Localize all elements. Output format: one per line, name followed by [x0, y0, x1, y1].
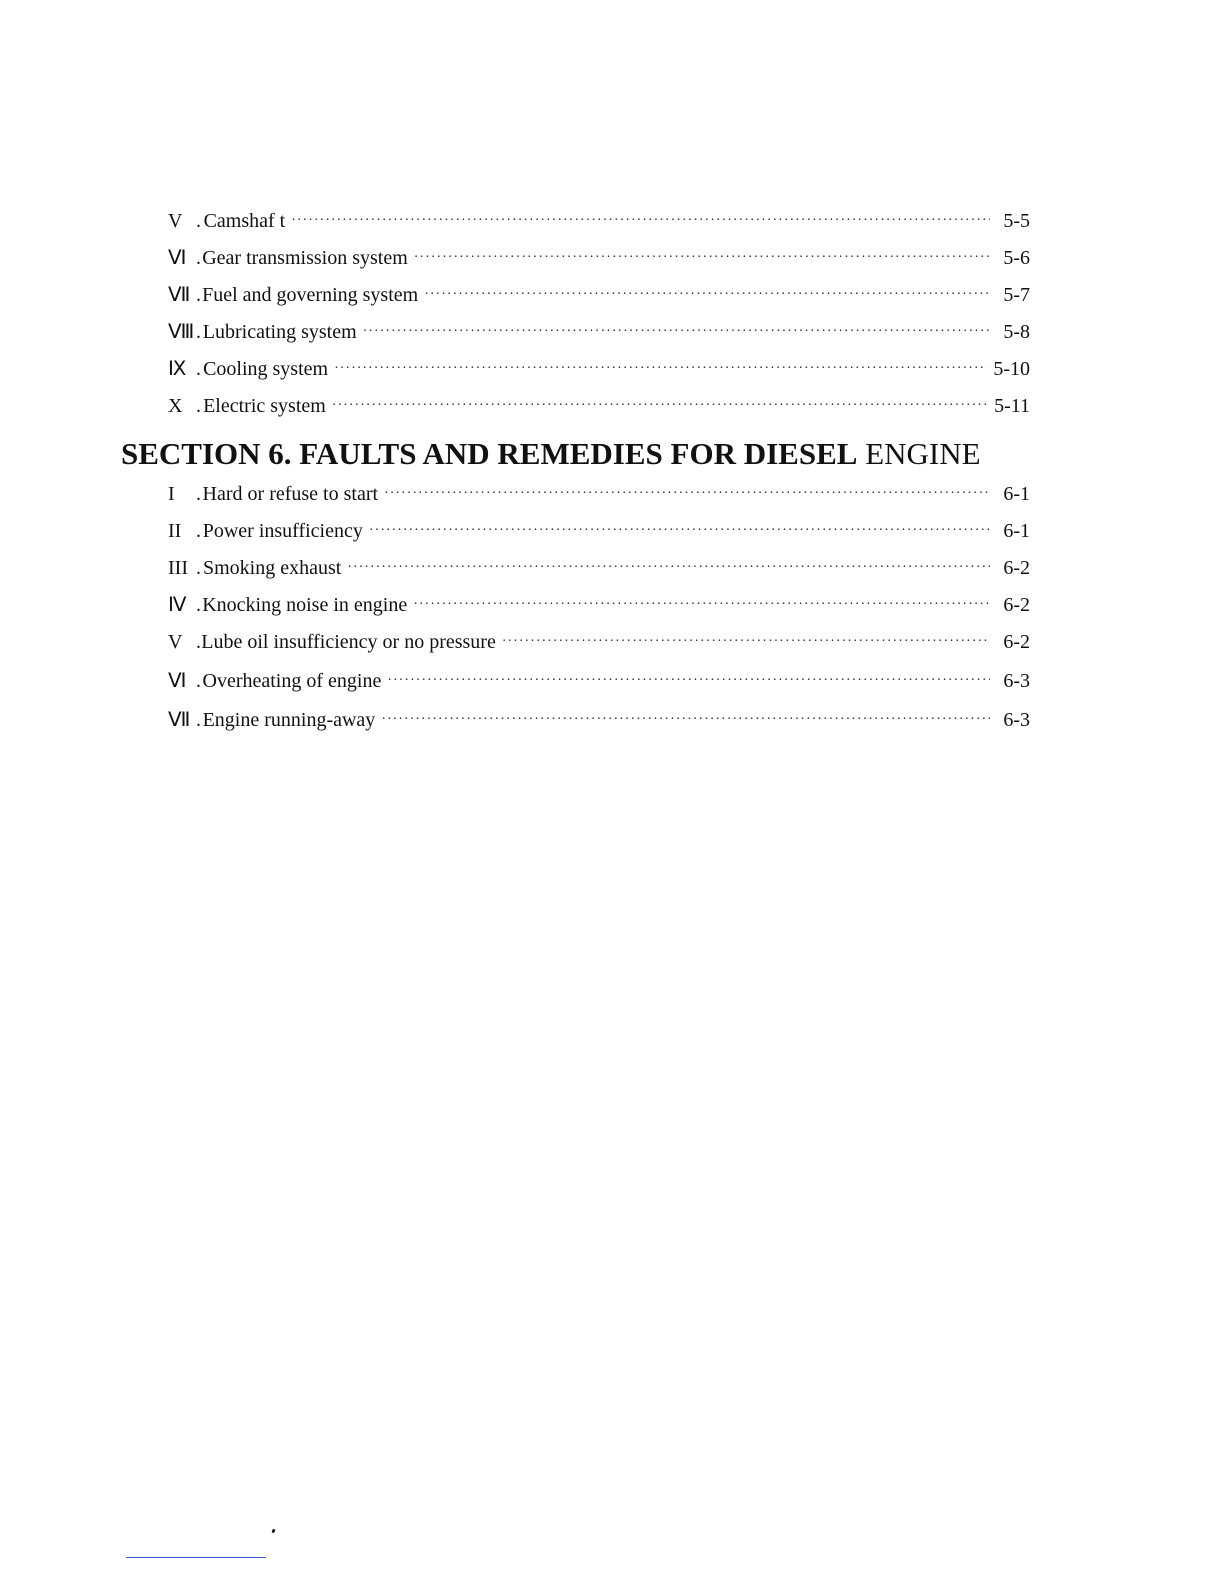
dot-leader	[381, 701, 990, 738]
entry-label: Power insufficiency	[202, 520, 363, 542]
dot-leader	[413, 586, 990, 623]
dot-leader	[502, 623, 990, 660]
dot-leader	[347, 549, 990, 586]
toc-entry-electric: X . Electric system ····· 5-11	[168, 388, 1030, 425]
scan-speck-mark	[271, 1529, 276, 1534]
entry-label: Gear transmission system	[202, 247, 408, 269]
entry-label: Hard or refuse to start	[202, 483, 379, 505]
toc-entry-running-away: Ⅶ . Engine running-away ····· 6-3	[168, 702, 1030, 739]
entry-page: 6-3	[1003, 670, 1030, 692]
entry-page: 6-1	[1003, 483, 1030, 505]
section5-toc-list	[168, 203, 1030, 425]
toc-entry-smoking-exhaust: III . Smoking exhaust ····· 6-2	[168, 550, 1030, 587]
entry-page: 5-8	[1003, 321, 1030, 343]
toc-entry-lubricating: Ⅷ . Lubricating system ····· 5-8	[168, 314, 1030, 351]
entry-label: Smoking exhaust	[202, 557, 342, 579]
dot-leader	[424, 276, 990, 313]
toc-entry-lube-oil: V . Lube oil insufficiency or no pressure ····· 6-2	[168, 624, 1030, 661]
entry-numeral: X	[168, 395, 183, 417]
entry-page: 5-7	[1003, 284, 1030, 306]
entry-page: 6-2	[1003, 557, 1030, 579]
entry-label: Camshaf t	[203, 210, 286, 232]
dot-leader	[334, 350, 987, 387]
dot-leader	[332, 387, 988, 424]
entry-label: Engine running-away	[202, 709, 376, 731]
entry-label: Electric system	[203, 395, 326, 417]
entry-page: 5-6	[1003, 247, 1030, 269]
entry-page: 5-5	[1003, 210, 1030, 232]
entry-numeral: Ⅸ	[168, 358, 187, 380]
entry-numeral: Ⅷ	[168, 321, 195, 343]
dot-leader	[363, 313, 990, 350]
toc-entry-gear-transmission: Ⅵ . Gear transmission system ····· 5-6	[168, 240, 1030, 277]
entry-numeral: Ⅵ	[168, 670, 187, 692]
entry-page: 5-10	[993, 358, 1030, 380]
section-6-heading-plain: ENGINE	[865, 436, 981, 471]
toc-entry-fuel-governing: Ⅶ . Fuel and governing system ····· 5-7	[168, 277, 1030, 314]
entry-page: 5-11	[994, 395, 1030, 417]
dot-leader	[369, 512, 990, 549]
dot-leader	[291, 202, 990, 239]
footer-rule	[126, 1557, 266, 1558]
entry-numeral: Ⅵ	[168, 247, 187, 269]
entry-numeral: V	[168, 210, 183, 232]
entry-numeral: III	[168, 557, 188, 579]
entry-numeral: I	[168, 483, 175, 505]
entry-label: Cooling system	[203, 358, 329, 380]
entry-numeral: II	[168, 520, 182, 542]
toc-entry-knocking-noise: Ⅳ . Knocking noise in engine ····· 6-2	[168, 587, 1030, 624]
entry-page: 6-2	[1003, 594, 1030, 616]
dot-leader	[384, 475, 990, 512]
toc-entry-cooling: Ⅸ . Cooling system ····· 5-10	[168, 351, 1030, 388]
entry-label: Overheating of engine	[202, 670, 382, 692]
entry-label: Lube oil insufficiency or no pressure	[201, 631, 496, 653]
toc-entry-power-insufficiency: II . Power insufficiency ····· 6-1	[168, 513, 1030, 550]
toc-entry-hard-start: I . Hard or refuse to start ····· 6-1	[168, 476, 1030, 513]
toc-entry-overheating: Ⅵ . Overheating of engine ····· 6-3	[168, 661, 1030, 702]
dot-leader	[414, 239, 990, 276]
section-6-heading	[121, 434, 981, 474]
entry-numeral: Ⅶ	[168, 709, 191, 731]
entry-label: Fuel and governing system	[202, 284, 419, 306]
entry-page: 6-3	[1003, 709, 1030, 731]
section-6-heading-bold: SECTION 6. FAULTS AND REMEDIES FOR DIESEL	[121, 436, 858, 471]
entry-numeral: V	[168, 631, 183, 653]
entry-label: Knocking noise in engine	[202, 594, 408, 616]
section6-toc-list	[168, 476, 1030, 739]
entry-label: Lubricating system	[202, 321, 357, 343]
entry-numeral: Ⅳ	[168, 594, 187, 616]
entry-numeral: Ⅶ	[168, 284, 191, 306]
entry-page: 6-2	[1003, 631, 1030, 653]
entry-page: 6-1	[1003, 520, 1030, 542]
dot-leader	[387, 660, 990, 701]
toc-entry-camshaft: V . Camshaf t ····· 5-5	[168, 203, 1030, 240]
